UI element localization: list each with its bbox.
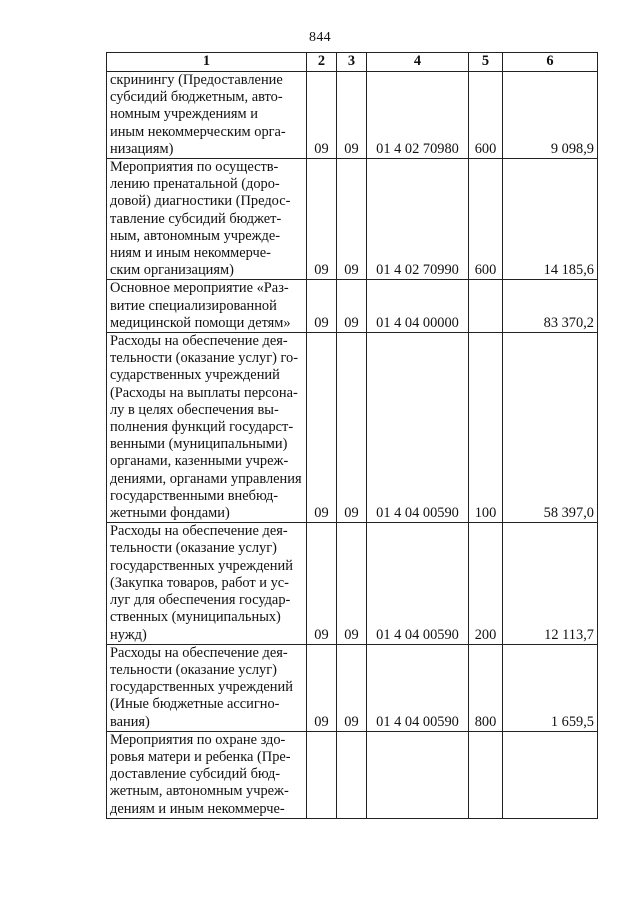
- row-amount: [503, 731, 598, 818]
- row-expense-type: 600: [469, 72, 503, 159]
- row-expense-type: [469, 731, 503, 818]
- row-section: 09: [307, 72, 337, 159]
- row-expense-type: 100: [469, 333, 503, 523]
- column-header-3: 3: [337, 53, 367, 72]
- row-section: 09: [307, 159, 337, 280]
- table-row: [107, 644, 598, 731]
- column-header-2: 2: [307, 53, 337, 72]
- row-target-code: 01 4 04 00590: [367, 523, 469, 644]
- row-amount: 12 113,7: [503, 523, 598, 644]
- row-amount: 83 370,2: [503, 280, 598, 333]
- header-row: [107, 53, 598, 72]
- row-target-code: 01 4 04 00590: [367, 644, 469, 731]
- column-header-5: 5: [469, 53, 503, 72]
- row-target-code: 01 4 04 00590: [367, 333, 469, 523]
- row-expense-type: 600: [469, 159, 503, 280]
- row-amount: 1 659,5: [503, 644, 598, 731]
- row-target-code: 01 4 02 70990: [367, 159, 469, 280]
- table-row: [107, 159, 598, 280]
- budget-table: [106, 52, 598, 819]
- row-name: Мероприятия по охране здо- ровья матери и ребенка (Пре- доставление субсидий бюд- жетным, автономным учреж- дениям и иным некоммерче-: [107, 731, 307, 818]
- row-subsection: 09: [337, 72, 367, 159]
- row-target-code: 01 4 04 00000: [367, 280, 469, 333]
- row-expense-type: 200: [469, 523, 503, 644]
- row-expense-type: 800: [469, 644, 503, 731]
- row-name: Основное мероприятие «Раз- витие специализированной медицинской помощи детям»: [107, 280, 307, 333]
- row-amount: 14 185,6: [503, 159, 598, 280]
- row-name: Расходы на обеспечение дея- тельности (оказание услуг) государственных учреждений (Иные бюджетные ассигно- вания): [107, 644, 307, 731]
- row-subsection: 09: [337, 523, 367, 644]
- table-row: [107, 72, 598, 159]
- row-target-code: [367, 731, 469, 818]
- column-header-4: 4: [367, 53, 469, 72]
- row-name: Мероприятия по осуществ- лению пренатальной (доро- довой) диагностики (Предос- тавление субсидий бюджет- ным, автономным учрежде- ниям и иным некоммерче- ским организациям): [107, 159, 307, 280]
- row-subsection: 09: [337, 280, 367, 333]
- row-name: Расходы на обеспечение дея- тельности (оказание услуг) государственных учреждений (Закупка товаров, работ и ус- луг для обеспечения государ- ственных (муниципальных) нужд): [107, 523, 307, 644]
- row-subsection: 09: [337, 333, 367, 523]
- table-row: [107, 280, 598, 333]
- table-row: [107, 731, 598, 818]
- page-number: 844: [309, 30, 331, 45]
- row-name: скринингу (Предоставление субсидий бюджетным, авто- номным учреждениям и иным некоммерческим орга- низациям): [107, 72, 307, 159]
- row-section: 09: [307, 644, 337, 731]
- row-name: Расходы на обеспечение дея- тельности (оказание услуг) го- сударственных учреждений (Расходы на выплаты персона- лу в целях обеспечения вы- полнения функций государст- венными (муниципальными) органами, казенными учреж- дениями, органами управления государственными внебюд- жетными фондами): [107, 333, 307, 523]
- row-section: 09: [307, 280, 337, 333]
- table-row: [107, 523, 598, 644]
- row-subsection: 09: [337, 159, 367, 280]
- row-subsection: [337, 731, 367, 818]
- row-section: 09: [307, 523, 337, 644]
- row-section: 09: [307, 333, 337, 523]
- row-expense-type: [469, 280, 503, 333]
- row-target-code: 01 4 02 70980: [367, 72, 469, 159]
- row-amount: 58 397,0: [503, 333, 598, 523]
- row-subsection: 09: [337, 644, 367, 731]
- column-header-6: 6: [503, 53, 598, 72]
- column-header-1: 1: [107, 53, 307, 72]
- table-row: [107, 333, 598, 523]
- row-section: [307, 731, 337, 818]
- row-amount: 9 098,9: [503, 72, 598, 159]
